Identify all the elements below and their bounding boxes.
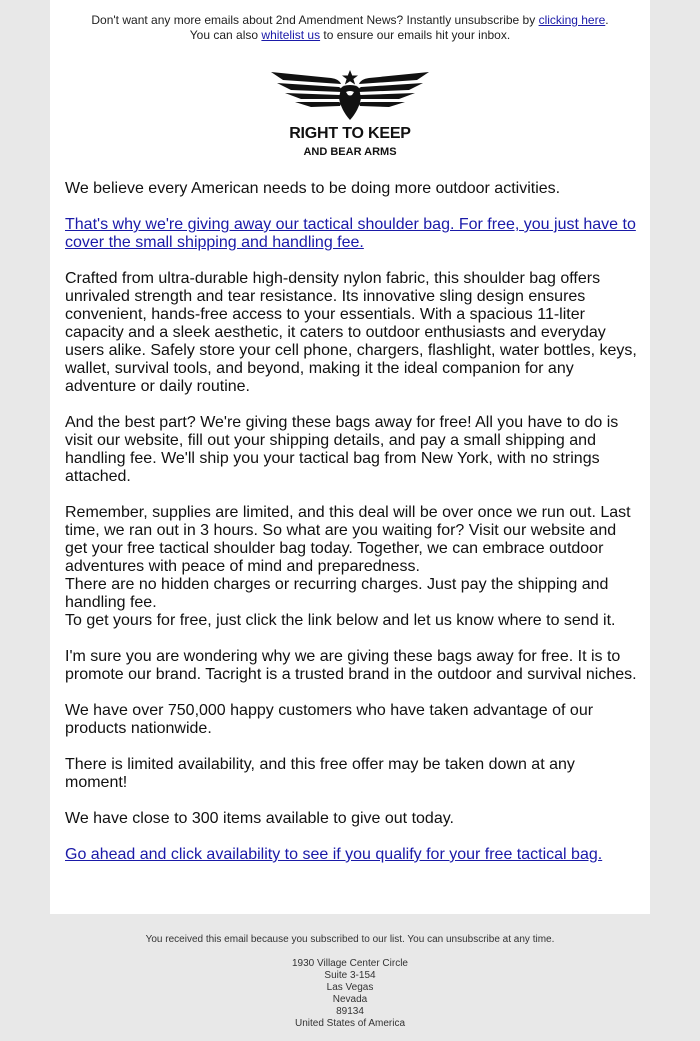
click-link-text: To get yours for free, just click the link below and let us know where to send it. [65, 612, 616, 629]
mailing-address [0, 958, 700, 1030]
body-paragraph-items: We have close to 300 items available to give out today. [65, 810, 454, 827]
address-line: 89134 [336, 1006, 364, 1017]
address-line: United States of America [294, 1018, 406, 1029]
body-paragraph-cta-link [65, 846, 637, 864]
preheader-text-1-end: . [605, 13, 609, 27]
logo-title: RIGHT TO KEEP [289, 125, 411, 142]
address-line: Suite 3-154 [324, 970, 376, 981]
email-footer [0, 933, 700, 1030]
email-body [65, 180, 637, 882]
brand-logo[interactable] [269, 64, 431, 164]
body-paragraph-intro: We believe every American needs to be doing more outdoor activities. [65, 180, 561, 197]
body-paragraph-customers: We have over 750,000 happy customers who have taken advantage of our products nationwide. [65, 702, 594, 737]
logo-subtitle: AND BEAR ARMS [303, 146, 397, 158]
preheader-text-2: You can also [189, 28, 262, 42]
free-bag-offer-link[interactable]: That's why we're giving away our tactical shoulder bag. For free, you just have to cover the small shipping and handling fee. [65, 216, 636, 251]
whitelist-link[interactable]: whitelist us [261, 28, 321, 42]
body-paragraph-best-part: And the best part? We're giving these bags away for free! All you have to do is visit our website, fill out your shipping details, and pay a small shipping and handling fee. We'll ship you your tactical bag from New York, with no strings attached. [65, 414, 619, 485]
body-paragraph-brand: I'm sure you are wondering why we are giving these bags away for free. It is to promote our brand. Tacright is a trusted brand in the outdoor and survival niches. [65, 648, 637, 683]
body-paragraph-limited-supply [65, 504, 637, 630]
body-paragraph-offer-link [65, 216, 637, 252]
preheader-text-1: Don't want any more emails about 2nd Amendment News? Instantly unsubscribe by [91, 13, 539, 27]
address-line: Nevada [332, 994, 368, 1005]
address-line: 1930 Village Center Circle [292, 958, 408, 969]
availability-link[interactable]: Go ahead and click availability to see if you qualify for your free tactical bag. [65, 846, 603, 863]
preheader-text-2-end: to ensure our emails hit your inbox. [320, 28, 511, 42]
address-line: Las Vegas [326, 982, 374, 993]
limited-supply-text: Remember, supplies are limited, and this deal will be over once we run out. Last time, we ran out in 3 hours. So what are you waiting for? Visit our website and get your free tactical shoulder bag today. Together, we can embrace outdoor adventures with peace of mind and preparedness. [65, 504, 631, 575]
email-card [50, 0, 650, 914]
preheader-line-1 [50, 13, 650, 28]
subscription-notice: You received this email because you subscribed to our list. You can unsubscribe at any time. [145, 934, 555, 945]
preheader [50, 13, 650, 43]
body-paragraph-availability: There is limited availability, and this free offer may be taken down at any moment! [65, 756, 575, 791]
preheader-line-2 [50, 28, 650, 43]
eagle-wings-star-icon [269, 64, 431, 124]
body-paragraph-description: Crafted from ultra-durable high-density nylon fabric, this shoulder bag offers unrivaled strength and tear resistance. Its innovative sling design ensures convenient, hands-free access to your essentials. With a spacious 11-liter capacity and a sleek aesthetic, it caters to outdoor enthusiasts and everyday users alike. Safely store your cell phone, chargers, flashlight, water bottles, keys, wallet, survival tools, and beyond, making it the ideal companion for any adventure or daily routine. [65, 270, 637, 395]
no-hidden-charges-text: There are no hidden charges or recurring charges. Just pay the shipping and handling fee. [65, 576, 609, 611]
unsubscribe-link[interactable]: clicking here [538, 13, 606, 27]
